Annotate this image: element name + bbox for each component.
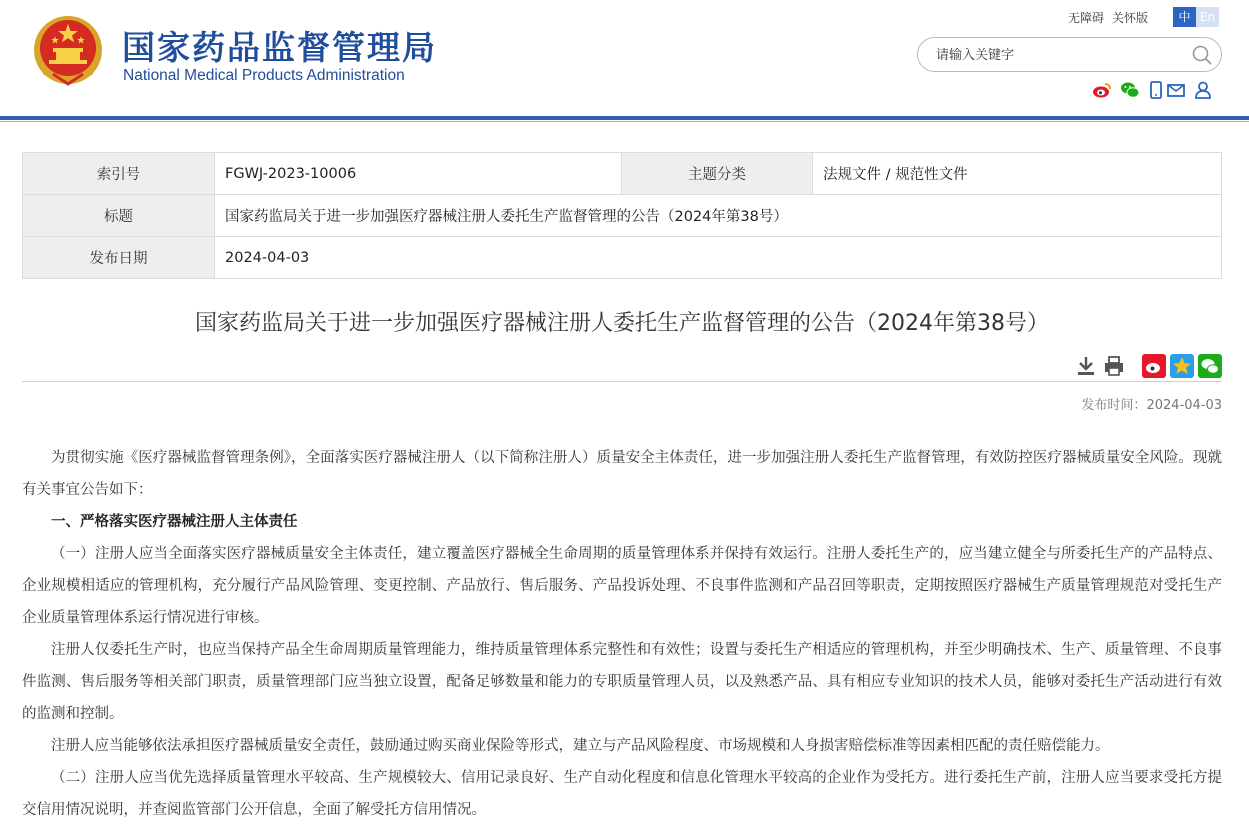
meta-row [23,237,1222,279]
title-label: 标题 [23,195,215,237]
care-mode-link[interactable]: 关怀版 [1112,11,1149,25]
site-header [0,0,1249,120]
publish-time-value: 2024-04-03 [1146,398,1222,413]
top-links [1068,9,1156,26]
lang-en-button[interactable]: En [1196,7,1219,27]
section-heading: 一、严格落实医疗器械注册人主体责任 [51,514,298,530]
meta-row [23,195,1222,237]
index-label: 索引号 [23,153,215,195]
article-body [22,442,1222,826]
share-wechat-icon[interactable] [1198,354,1222,378]
download-icon[interactable] [1075,354,1097,378]
wechat-icon[interactable] [1120,80,1140,100]
article-title: 国家药监局关于进一步加强医疗器械注册人委托生产监督管理的公告（2024年第38号） [195,311,1049,336]
category-value: 法规文件 / 规范性文件 [813,153,1222,195]
weibo-icon[interactable] [1092,80,1112,100]
site-title-en[interactable]: National Medical Products Administration [123,67,405,84]
header-divider [0,116,1249,120]
title-divider [22,381,1222,382]
share-weibo-icon[interactable] [1142,354,1166,378]
accessibility-link[interactable]: 无障碍 [1068,11,1105,25]
header-divider-thin [0,121,1249,122]
publish-time [1070,394,1222,413]
date-value: 2024-04-03 [215,237,1222,279]
title-value: 国家药监局关于进一步加强医疗器械注册人委托生产监督管理的公告（2024年第38号） [215,195,1222,237]
document-meta-table [22,152,1222,279]
index-value: FGWJ-2023-10006 [215,153,622,195]
user-icon[interactable] [1193,80,1213,100]
publish-time-label: 发布时间： [1081,398,1147,413]
paragraph: （一）注册人应当全面落实医疗器械质量安全主体责任，建立覆盖医疗器械全生命周期的质量管理体系并保持有效运行。注册人委托生产的，应当建立健全与所委托生产的产品特点、企业规模相适应的管理机构，充分履行产品风险管理、变更控制、产品放行、售后服务、产品投诉处理、不良事件监测和产品召回等职责，定期按照医疗器械生产质量管理规范对受托生产企业质量管理体系运行情况进行审核。 [22,546,1222,626]
mobile-icon[interactable] [1146,80,1166,100]
mail-icon[interactable] [1166,80,1186,100]
meta-row [23,153,1222,195]
category-label: 主题分类 [622,153,813,195]
search-input[interactable] [936,45,1176,65]
search-box [917,37,1222,72]
paragraph: 注册人应当能够依法承担医疗器械质量安全责任，鼓励通过购买商业保险等形式，建立与产品风险程度、市场规模和人身损害赔偿标准等因素相匹配的责任赔偿能力。 [51,738,1110,754]
paragraph: （二）注册人应当优先选择质量管理水平较高、生产规模较大、信用记录良好、生产自动化程度和信息化管理水平较高的企业作为受托方。进行委托生产前，注册人应当要求受托方提交信用情况说明，并查阅监管部门公开信息，全面了解受托方信用情况。 [22,770,1222,818]
lang-zh-button[interactable]: 中 [1173,7,1196,27]
search-icon[interactable] [1191,44,1213,66]
paragraph: 为贯彻实施《医疗器械监督管理条例》，全面落实医疗器械注册人（以下简称注册人）质量安全主体责任，进一步加强注册人委托生产监督管理，有效防控医疗器械质量安全风险。现就有关事宜公告如下： [22,450,1222,498]
site-title-cn[interactable]: 国家药品监督管理局 [122,28,437,67]
paragraph: 注册人仅委托生产时，也应当保持产品全生命周期质量管理能力，维持质量管理体系完整性和有效性；设置与委托生产相适应的管理机构，并至少明确技术、生产、质量管理、不良事件监测、售后服务等相关部门职责，质量管理部门应当独立设置，配备足够数量和能力的专职质量管理人员，以及熟悉产品、具有相应专业知识的技术人员，能够对委托生产活动进行有效的监测和控制。 [22,642,1222,722]
share-qzone-icon[interactable] [1170,354,1194,378]
print-icon[interactable] [1103,354,1125,378]
date-label: 发布日期 [23,237,215,279]
national-emblem-icon[interactable] [33,14,103,86]
